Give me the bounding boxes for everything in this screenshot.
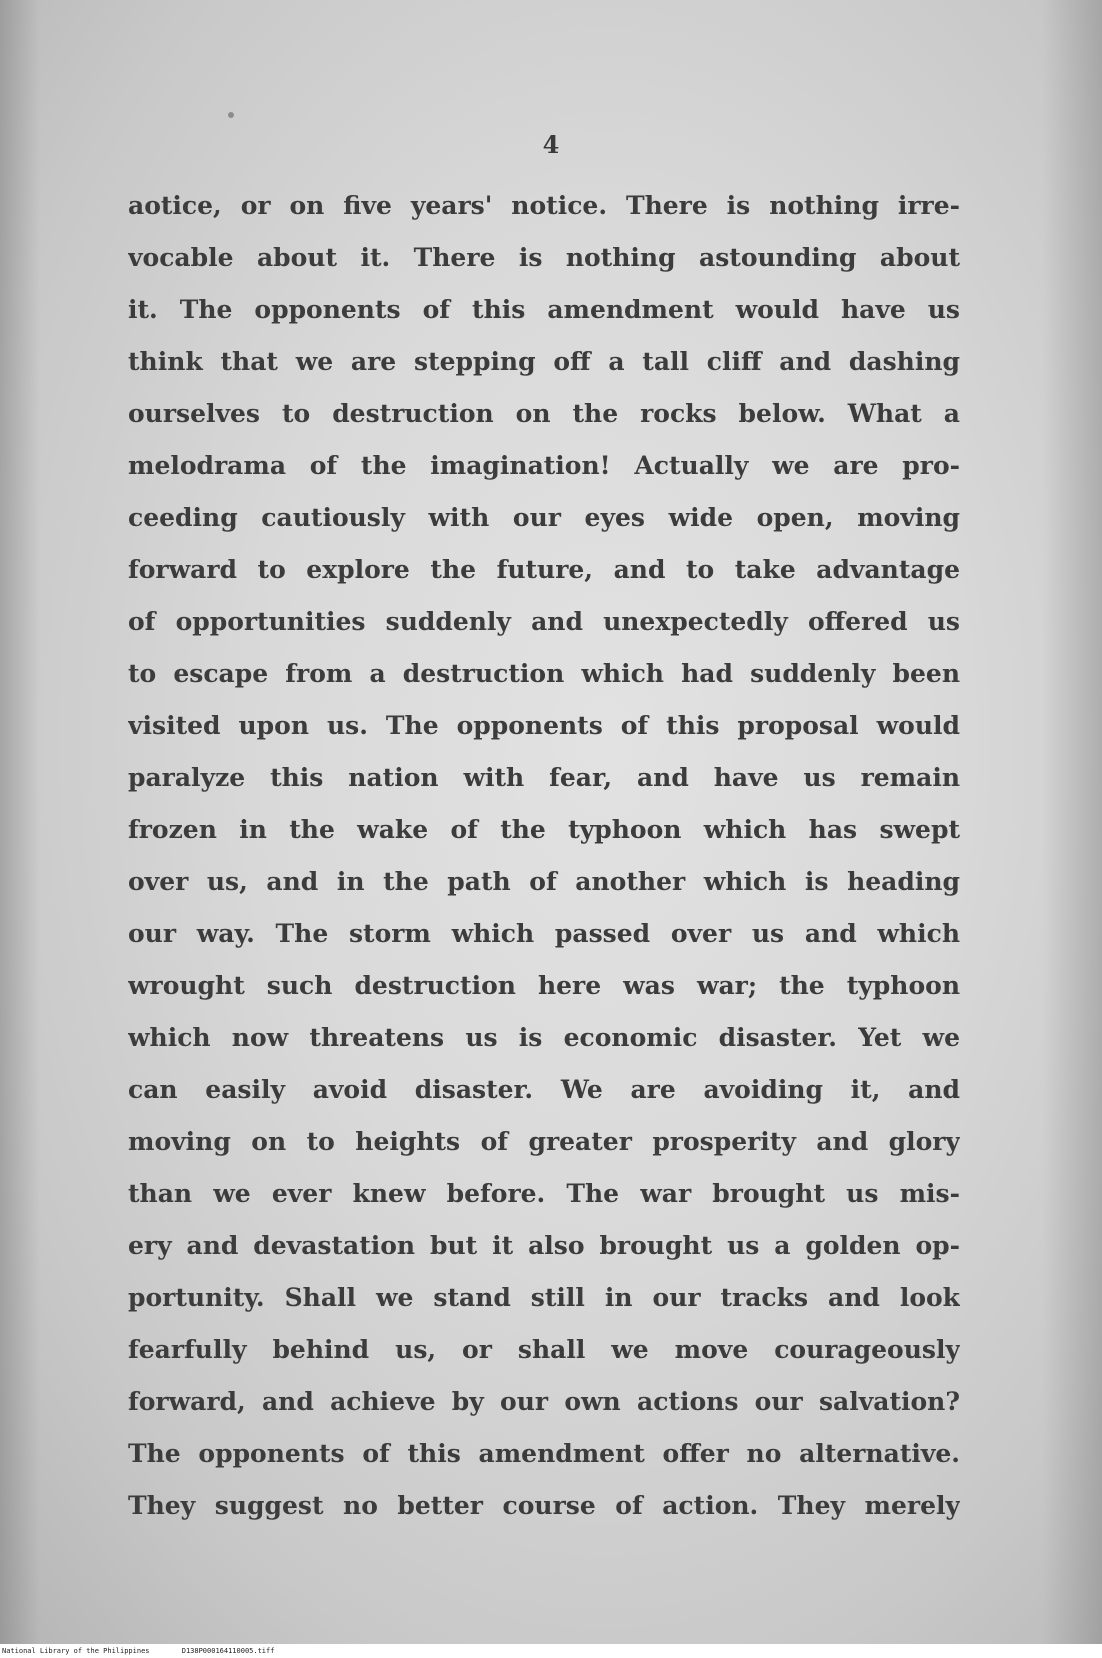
library-credit: National Library of the Philippines <box>2 1647 150 1655</box>
text-line: ery and devastation but it also brought us a golden op- <box>128 1231 960 1260</box>
text-line: paralyze this nation with fear, and have us remain <box>128 763 960 792</box>
body-text <box>128 180 960 1532</box>
text-line: can easily avoid disaster. We are avoiding it, and <box>128 1075 960 1104</box>
text-line: frozen in the wake of the typhoon which has swept <box>128 815 960 844</box>
text-line: melodrama of the imagination! Actually we are pro- <box>128 451 960 480</box>
text-line: of opportunities suddenly and unexpectedly offered us <box>128 607 960 636</box>
text-line: ourselves to destruction on the rocks below. What a <box>128 399 960 428</box>
text-line: think that we are stepping off a tall cliff and dashing <box>128 347 960 376</box>
text-line: over us, and in the path of another which is heading <box>128 867 960 896</box>
text-line: wrought such destruction here was war; the typhoon <box>128 971 960 1000</box>
text-line: aotice, or on five years' notice. There is nothing irre- <box>128 191 960 220</box>
text-line: forward, and achieve by our own actions our salvation? <box>128 1387 960 1416</box>
file-name: D138P000164110005.tiff <box>181 1647 275 1655</box>
text-line: which now threatens us is economic disaster. Yet we <box>128 1023 960 1052</box>
right-edge-shadow <box>1042 0 1102 1644</box>
text-line: ceeding cautiously with our eyes wide open, moving <box>128 503 960 532</box>
text-line: The opponents of this amendment offer no alternative. <box>128 1439 960 1468</box>
scan-credit-footer <box>0 1644 1102 1658</box>
text-line: They suggest no better course of action. They merely <box>128 1491 960 1520</box>
scan-speck <box>228 112 234 118</box>
text-line: visited upon us. The opponents of this proposal would <box>128 711 960 740</box>
text-line: to escape from a destruction which had suddenly been <box>128 659 960 688</box>
text-line: forward to explore the future, and to take advantage <box>128 555 960 584</box>
text-line: it. The opponents of this amendment would have us <box>128 295 960 324</box>
text-line: than we ever knew before. The war brought us mis- <box>128 1179 960 1208</box>
text-line: our way. The storm which passed over us and which <box>128 919 960 948</box>
text-line: vocable about it. There is nothing astounding about <box>128 243 960 272</box>
left-edge-shadow <box>0 0 40 1644</box>
text-line: moving on to heights of greater prosperity and glory <box>128 1127 960 1156</box>
page-number: 4 <box>542 130 560 159</box>
text-line: fearfully behind us, or shall we move courageously <box>128 1335 960 1364</box>
text-line: portunity. Shall we stand still in our tracks and look <box>128 1283 960 1312</box>
